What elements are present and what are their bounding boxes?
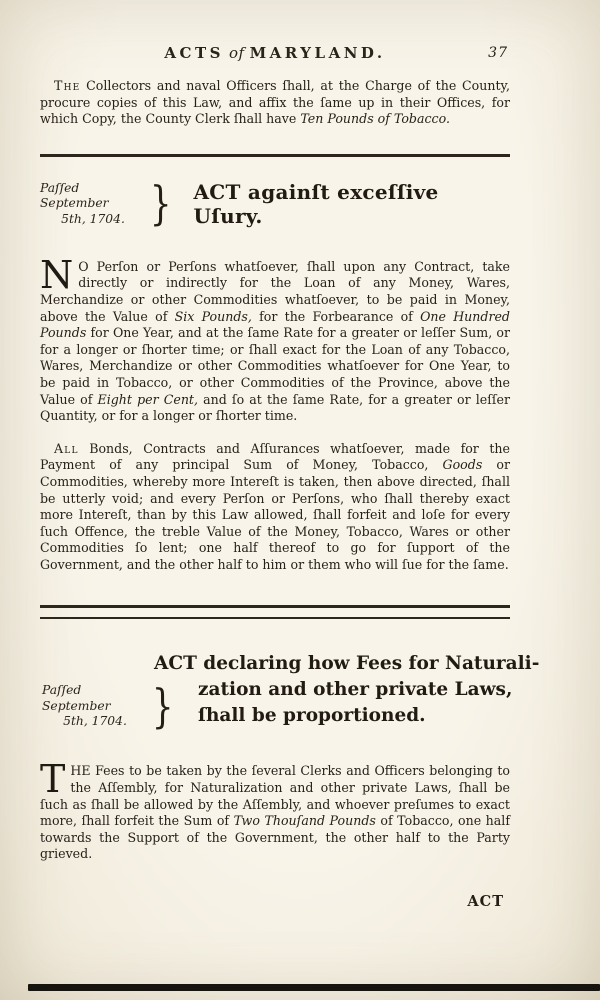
fees-act-header bbox=[40, 651, 540, 734]
fees-act-title bbox=[154, 651, 540, 729]
usury-note-line-1: Paſſed September bbox=[40, 180, 109, 211]
intro-italic-ten-pounds: Ten Pounds bbox=[300, 111, 374, 127]
running-title-of: of bbox=[228, 44, 245, 62]
section-divider-single bbox=[40, 154, 510, 157]
intro-text-1: Collectors and naval Officers ſhall, at the Charge of the County, procure copies of this Law, and affix the ſame up in their Offices, for which Copy, the County Clerk ſhall have bbox=[40, 78, 510, 127]
usury-p2-italic-goods: Goods bbox=[442, 457, 483, 473]
page-header bbox=[40, 44, 510, 62]
usury-p1-text-3: for One Year, and at the ſame Rate for a greater or leſſer Sum, or for a longer or ſhorter time; or ſhall exact for the Loan of any Tobacco, Wares, Merchandize or other Commodities whatſoever for One Year, to be paid in Tobacco, or other Commodities of the Province, above the Value of bbox=[40, 325, 510, 407]
running-title-maryland: MARYLAND. bbox=[249, 44, 386, 62]
fees-title-line-3: ſhall be proportioned. bbox=[198, 705, 426, 727]
usury-p1-italic-eight-per-cent: Eight per Cent, bbox=[97, 391, 199, 407]
divider-rule-bottom bbox=[40, 617, 510, 619]
brace-glyph: } bbox=[151, 680, 174, 734]
usury-p1-text-2: for the Forbearance of bbox=[251, 308, 421, 324]
section-divider-double bbox=[40, 605, 510, 619]
usury-margin-note bbox=[40, 181, 146, 228]
fees-p1-text-2: of Tobacco, one half towards the Support of the Government, the other half to the Party grieved. bbox=[40, 813, 510, 862]
page-number: 37 bbox=[488, 45, 508, 61]
dropcap-n: N bbox=[40, 252, 74, 297]
fees-paragraph-1 bbox=[40, 757, 510, 863]
fees-margin-note bbox=[42, 683, 148, 730]
intro-text-2: of bbox=[373, 111, 394, 127]
scan-edge-bar bbox=[28, 984, 600, 991]
fees-title-line-2: zation and other private Laws, bbox=[198, 679, 513, 701]
usury-act-title: ACT againſt exceſſive Uſury. bbox=[193, 179, 439, 228]
usury-p2-text-2: or Commodities, whereby more Intereſt is taken, then above directed, ſhall be utterly void; and every Perſon or Perſons, who ſhall thereby exact more Intereſt, than by this Law allowed, ſhall forfeit and loſe for every ſuch Offence, the treble Value of the Money, Tobacco, Wares or other Commodities ſo lent; one half thereof to go for ſupport of the Government, and the other half to him or them who will ſue for the ſame. bbox=[40, 457, 510, 572]
fees-p1-text-1: HE Fees to be taken by the ſeveral Clerks and Officers belonging to the Aſſembly, for Naturalization and other private Laws, ſhall be ſuch as ſhall be allowed by the Aſſembly, and whoever preſumes to exact more, ſhall forfeit the Sum of bbox=[40, 763, 510, 829]
catchword: ACT bbox=[467, 893, 504, 911]
intro-italic-tobacco: Tobacco. bbox=[393, 111, 450, 127]
usury-p1-text-4: and ſo at the ſame Rate, for a greater or leſſer Quantity, or for a longer or ſhorter time. bbox=[40, 391, 510, 424]
fees-note-line-2: 5th, 1704. bbox=[63, 714, 127, 729]
usury-p1-italic-six-pounds: Six Pounds, bbox=[174, 308, 252, 324]
running-title bbox=[40, 44, 510, 62]
usury-p1-text-1: O Perſon or Perſons whatſoever, ſhall upon any Contract, take directly or indirectly for the Loan of any Money, Wares, Merchandize or other Commodities whatſoever, to be paid in Money, above the Value of bbox=[40, 258, 510, 324]
intro-paragraph bbox=[40, 78, 510, 128]
divider-rule-top bbox=[40, 605, 510, 608]
usury-note-line-2: 5th, 1704. bbox=[61, 211, 125, 226]
fees-p1-italic-two-thousand-pounds: Two Thouſand Pounds bbox=[233, 813, 376, 829]
dropcap-t: T bbox=[40, 757, 66, 802]
fees-note-wrap bbox=[42, 680, 187, 734]
usury-p1-italic-one-hundred-pounds: One Hundred Pounds bbox=[40, 308, 510, 341]
brace-glyph: } bbox=[149, 177, 172, 231]
usury-p2-text-1: Bonds, Contracts and Aſſurances whatſoever, made for the Payment of any principal Sum of Money, Tobacco, bbox=[40, 440, 510, 473]
usury-p2-lead: All bbox=[54, 440, 79, 456]
fees-title-line-1: ACT declaring how Fees for Naturali- bbox=[154, 653, 540, 675]
usury-act-header bbox=[40, 179, 510, 229]
fees-note-line-1: Paſſed September bbox=[42, 683, 111, 713]
running-title-acts: ACTS bbox=[164, 44, 224, 62]
usury-paragraph-2 bbox=[40, 441, 510, 574]
usury-paragraph-1 bbox=[40, 252, 510, 425]
intro-lead: The bbox=[54, 78, 81, 93]
